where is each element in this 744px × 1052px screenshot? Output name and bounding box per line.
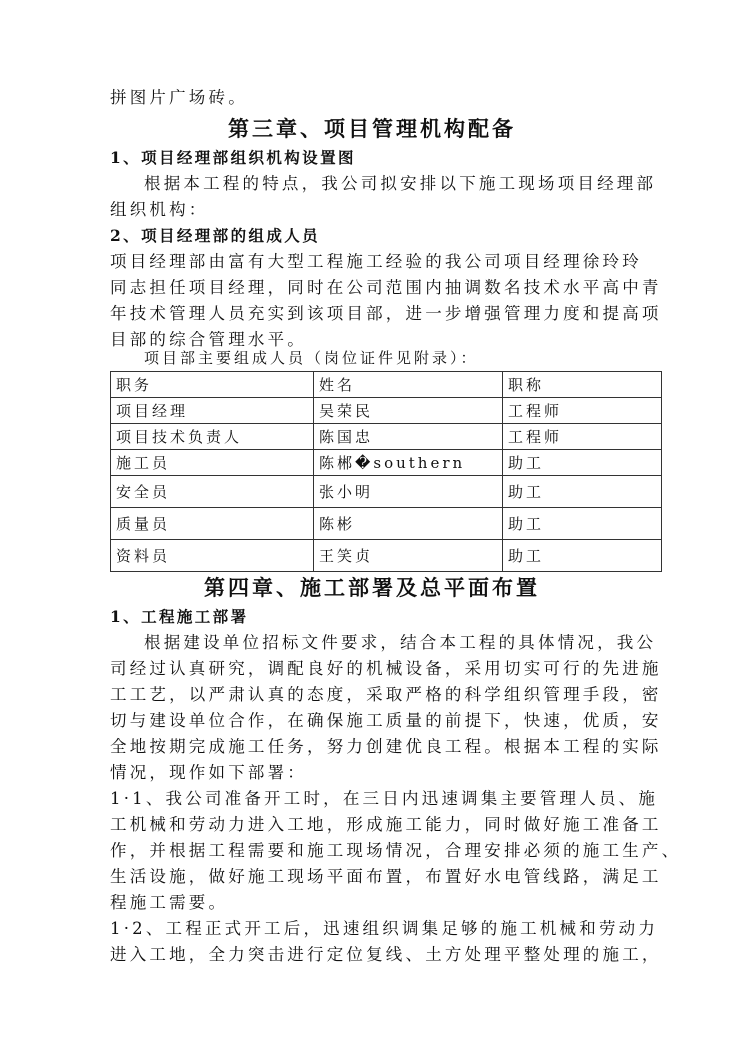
paragraph-line: 组织机构：	[110, 200, 209, 219]
table-row	[111, 476, 662, 508]
table-header-row	[111, 372, 662, 398]
paragraph-line: 工机械和劳动力进入工地，形成施工能力，同时做好施工准备工	[110, 815, 662, 834]
paragraph-line: 作，并根据工程需要和施工现场情况，合理安排必须的施工生产、	[110, 841, 682, 860]
section-heading: 1、项目经理部组织机构设置图	[110, 148, 356, 167]
header-cell: 职称	[503, 372, 662, 398]
header-cell: 职务	[111, 372, 314, 398]
table-cell: 资料员	[111, 540, 314, 572]
table-row	[111, 398, 662, 424]
paragraph-line: 司经过认真研究，调配良好的机械设备，采用切实可行的先进施	[110, 659, 662, 678]
paragraph-line: 根据建设单位招标文件要求，结合本工程的具体情况，我公	[144, 633, 657, 652]
chapter-4-title: 第四章、施工部署及总平面布置	[204, 575, 540, 600]
table-cell: 施工员	[111, 450, 314, 476]
table-row	[111, 540, 662, 572]
staff-table	[110, 371, 662, 572]
section-heading: 1、工程施工部署	[110, 607, 249, 626]
paragraph-line: 工工艺，以严肃认真的态度，采取严格的科学组织管理手段，密	[110, 685, 662, 704]
chapter-3-title: 第三章、项目管理机构配备	[228, 116, 516, 141]
paragraph-line: 情况，现作如下部署：	[110, 763, 307, 782]
table-cell: 吴荣民	[314, 398, 503, 424]
table-cell: 安全员	[111, 476, 314, 508]
paragraph-line: 切与建设单位合作，在确保施工质量的前提下，快速，优质，安	[110, 711, 662, 730]
paragraph-line: 项目经理部由富有大型工程施工经验的我公司项目经理徐玲玲	[110, 252, 642, 271]
paragraph-line: 根据本工程的特点，我公司拟安排以下施工现场项目经理部	[144, 174, 657, 193]
paragraph-line: 目部的综合管理水平。	[110, 330, 307, 349]
table-cell: 项目经理	[111, 398, 314, 424]
paragraph-line: 拼图片广场砖。	[110, 88, 248, 107]
table-cell: 张小明	[314, 476, 503, 508]
table-cell: 助工	[503, 508, 662, 540]
table-cell: 王笑贞	[314, 540, 503, 572]
section-heading: 2、项目经理部的组成人员	[110, 226, 321, 245]
paragraph-line: 1·2、工程正式开工后，迅速组织调集足够的施工机械和劳动力	[110, 919, 659, 938]
table-row	[111, 450, 662, 476]
table-cell: 助工	[503, 476, 662, 508]
paragraph-line: 程施工需要。	[110, 893, 229, 912]
table-cell: 工程师	[503, 424, 662, 450]
paragraph-line: 进入工地，全力突击进行定位复线、土方处理平整处理的施工，	[110, 945, 662, 964]
paragraph-line: 全地按期完成施工任务，努力创建优良工程。根据本工程的实际	[110, 737, 662, 756]
header-cell: 姓名	[314, 372, 503, 398]
table-cell: 项目技术负责人	[111, 424, 314, 450]
paragraph-line: 年技术管理人员充实到该项目部，进一步增强管理力度和提高项	[110, 304, 662, 323]
table-cell: 陈彬	[314, 508, 503, 540]
table-row	[111, 508, 662, 540]
table-cell: 工程师	[503, 398, 662, 424]
table-caption: 项目部主要组成人员（岗位证件见附录）：	[144, 349, 479, 367]
paragraph-line: 生活设施，做好施工现场平面布置，布置好水电管线路，满足工	[110, 867, 662, 886]
paragraph-line: 1·1、我公司准备开工时，在三日内迅速调集主要管理人员、施	[110, 789, 659, 808]
table-cell: 陈郴�southern	[314, 450, 503, 476]
table-cell: 助工	[503, 540, 662, 572]
table-cell: 质量员	[111, 508, 314, 540]
table-cell: 陈国忠	[314, 424, 503, 450]
paragraph-line: 同志担任项目经理，同时在公司范围内抽调数名技术水平高中青	[110, 278, 662, 297]
table-cell: 助工	[503, 450, 662, 476]
table-row	[111, 424, 662, 450]
